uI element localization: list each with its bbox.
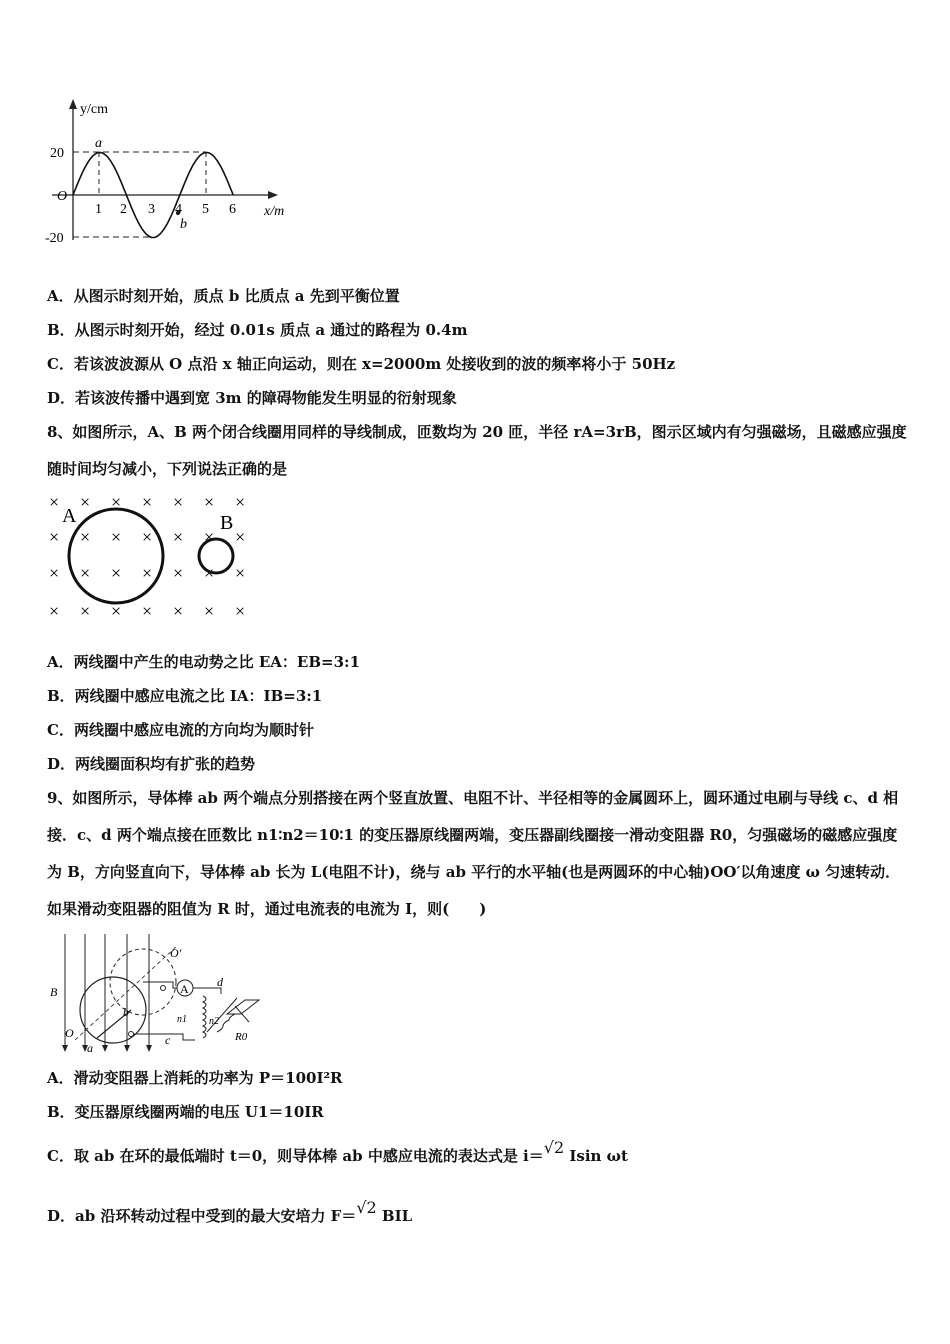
field-cross: × — [111, 563, 122, 583]
generator-transformer-figure — [45, 932, 275, 1057]
q8-option-a: A．两线圈中产生的电动势之比 EA：EB=3:1 — [47, 653, 361, 671]
x-tick-4: 4 — [175, 202, 182, 217]
y-axis-label: y/cm — [80, 102, 108, 117]
field-cross: × — [49, 563, 60, 583]
field-cross: × — [204, 527, 215, 547]
axis-oo — [75, 946, 177, 1040]
field-cross: × — [80, 601, 91, 621]
coil-a — [69, 509, 163, 603]
field-cross: × — [173, 492, 184, 512]
field-cross: × — [142, 563, 153, 583]
magnetic-field-figure — [40, 488, 260, 623]
q9-option-c-tail: Isin ωt — [569, 1147, 628, 1165]
q9-option-d-text: D．ab 沿环转动过程中受到的最大安培力 F＝ — [47, 1207, 357, 1225]
x-tick-5: 5 — [202, 202, 209, 217]
primary-coil — [203, 996, 206, 1038]
field-cross: × — [204, 563, 215, 583]
q9-option-a: A．滑动变阻器上消耗的功率为 P＝100I²R — [47, 1069, 343, 1087]
label-b: b — [123, 1005, 129, 1019]
rheostat — [227, 1000, 259, 1014]
field-cross: × — [235, 563, 246, 583]
label-B: B — [50, 985, 58, 999]
brush-c — [129, 1032, 134, 1037]
x-tick-6: 6 — [229, 202, 236, 217]
q9-option-c-text: C．取 ab 在环的最低端时 t＝0，则导体棒 ab 中感应电流的表达式是 i＝ — [47, 1147, 544, 1165]
field-cross: × — [49, 601, 60, 621]
field-cross: × — [235, 527, 246, 547]
field-cross: × — [111, 601, 122, 621]
origin-label: O — [57, 189, 68, 204]
q7-option-b: B．从图示时刻开始，经过 0.01s 质点 a 通过的路程为 0.4m — [47, 321, 468, 339]
field-cross: × — [204, 492, 215, 512]
point-a-label: a — [95, 136, 102, 151]
label-n1: n1 — [177, 1014, 187, 1025]
x-axis-label: x/m — [264, 204, 285, 219]
coil-a-label: A — [62, 505, 77, 527]
point-b-label: b — [180, 217, 187, 232]
sqrt2-symbol: √2 — [356, 1198, 377, 1217]
field-cross: × — [204, 601, 215, 621]
q8-option-c: C．两线圈中感应电流的方向均为顺时针 — [47, 721, 314, 739]
field-cross: × — [80, 563, 91, 583]
q8-option-b: B．两线圈中感应电流之比 IA：IB=3:1 — [47, 687, 323, 705]
label-a: a — [87, 1041, 93, 1055]
label-O: O — [65, 1026, 74, 1040]
coil-b-label: B — [220, 512, 234, 534]
field-cross: × — [173, 527, 184, 547]
x-tick-1: 1 — [95, 202, 102, 217]
field-cross: × — [49, 527, 60, 547]
wire-c — [131, 1034, 195, 1040]
x-axis-arrow — [268, 191, 278, 199]
ring-front — [80, 977, 146, 1043]
field-cross: × — [49, 492, 60, 512]
q9-option-b: B．变压器原线圈两端的电压 U1＝10IR — [47, 1103, 324, 1121]
field-cross: × — [80, 527, 91, 547]
y-tick-20: 20 — [50, 146, 64, 161]
y-axis-arrow — [69, 99, 77, 109]
field-arrows — [62, 1045, 152, 1052]
q8-option-d: D．两线圈面积均有扩张的趋势 — [47, 755, 256, 773]
x-tick-2: 2 — [120, 202, 127, 217]
x-tick-3: 3 — [148, 202, 155, 217]
sqrt2-symbol: √2 — [543, 1138, 565, 1157]
field-cross: × — [235, 601, 246, 621]
field-cross: × — [111, 492, 122, 512]
field-cross: × — [173, 563, 184, 583]
q7-option-c: C．若该波波源从 O 点沿 x 轴正向运动，则在 x=2000m 处接收到的波的频率将小于 50Hz — [47, 355, 676, 373]
field-cross: × — [173, 601, 184, 621]
label-R0: R0 — [235, 1031, 248, 1043]
q7-option-d: D．若该波传播中遇到宽 3m 的障碍物能发生明显的衍射现象 — [47, 389, 457, 407]
y-tick-neg20: -20 — [45, 231, 64, 245]
q9-stem: 9、如图所示，导体棒 ab 两个端点分别搭接在两个竖直放置、电阻不计、半径相等的金属圆环上，圆环通过电刷与导线 c、d 相接．c、d 两个端点接在匝数比 n1∶n2＝10∶1 的变压器原线圈两端，变压器副线圈接一滑动变阻器 R0，匀强磁场的磁感应强度为 B，方向竖直向下，导体棒 ab 长为 L(电阻不计)，绕与 ab 平行的水平轴(也是两圆环的中心轴)OO′以角速度 ω 匀速转动．如果滑动变阻器的阻值为 R 时，通过电流表的电流为 I，则( ) — [47, 789, 901, 918]
wave-graph — [40, 95, 310, 245]
label-n2: n2 — [209, 1016, 219, 1027]
field-cross: × — [235, 492, 246, 512]
field-cross: × — [142, 492, 153, 512]
brush-d — [161, 986, 166, 991]
q7-option-a: A．从图示时刻开始，质点 b 比质点 a 先到平衡位置 — [47, 287, 400, 305]
field-cross: × — [111, 527, 122, 547]
label-O-prime: O′ — [170, 946, 182, 960]
q9-option-c — [47, 1138, 628, 1166]
q9-option-d — [47, 1198, 413, 1226]
label-c: c — [165, 1033, 171, 1047]
field-cross: × — [80, 492, 91, 512]
coil-b — [199, 539, 233, 573]
q9-option-d-tail: BIL — [381, 1207, 413, 1225]
field-cross: × — [142, 601, 153, 621]
ammeter-label: A — [180, 982, 189, 996]
field-cross: × — [142, 527, 153, 547]
label-d: d — [217, 975, 223, 989]
field-crosses — [49, 492, 245, 621]
q8-stem: 8、如图所示，A、B 两个闭合线圈用同样的导线制成，匝数均为 20 匝，半径 rA=3rB，图示区域内有匀强磁场，且磁感应强度随时间均匀减小，下列说法正确的是 — [47, 423, 907, 478]
